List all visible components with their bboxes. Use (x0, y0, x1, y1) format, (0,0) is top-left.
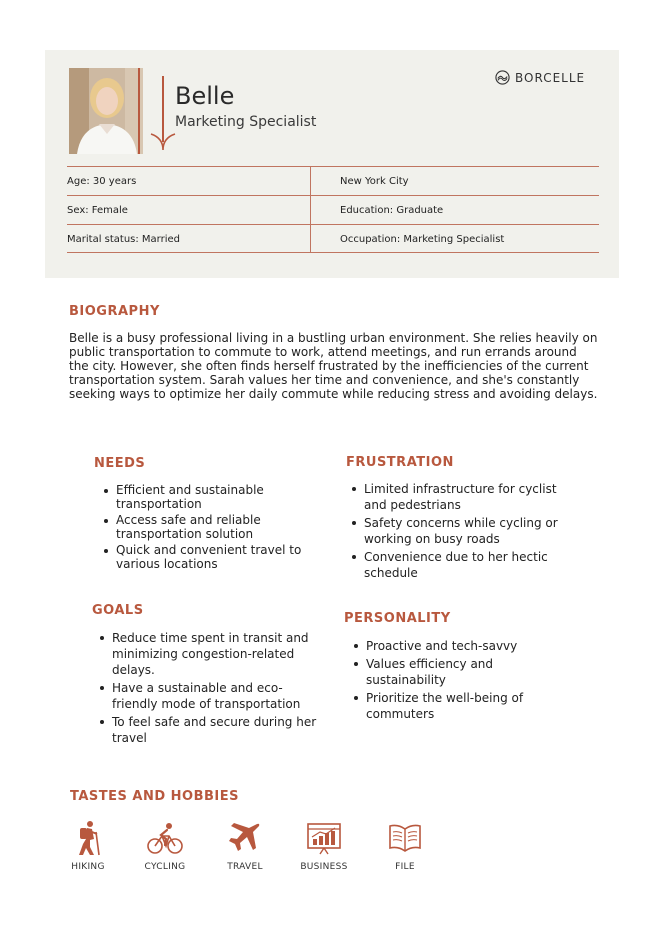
list-item: Safety concerns while cycling or working on busy roads (350, 515, 580, 547)
list-item: Quick and convenient travel to various locations (102, 543, 322, 571)
cycling-icon (147, 820, 183, 856)
hobby-cycling (130, 820, 200, 872)
info-row (67, 224, 599, 253)
profile-header-card (45, 50, 619, 278)
hobby-label: HIKING (71, 862, 105, 872)
hobby-travel (210, 820, 280, 872)
info-table-divider (310, 166, 311, 253)
list-item: Convenience due to her hectic schedule (350, 549, 580, 581)
brand-logo (495, 70, 585, 85)
info-occupation: Occupation: Marketing Specialist (340, 234, 505, 245)
list-item: To feel safe and secure during her travel (98, 714, 318, 746)
hobby-file (370, 820, 440, 872)
needs-list (102, 483, 322, 573)
list-item: Limited infrastructure for cyclist and pedestrians (350, 481, 580, 513)
hobbies-heading: TASTES AND HOBBIES (70, 789, 240, 804)
list-item: Proactive and tech-savvy (352, 638, 572, 654)
info-age: Age: 30 years (67, 176, 137, 187)
list-item: Efficient and sustainable transportation (102, 483, 322, 511)
brand-swirl-icon (495, 70, 510, 85)
open-book-icon (387, 820, 423, 856)
personality-heading: PERSONALITY (344, 611, 451, 626)
list-item: Prioritize the well-being of commuters (352, 690, 572, 722)
hobby-label: TRAVEL (227, 862, 263, 872)
hobby-business (289, 820, 359, 872)
biography-text: Belle is a busy professional living in a bustling urban environment. She relies heavily on public transportation to commute to work, attend meetings, and run errands around the city. However, she often finds herself frustrated by the inefficiencies of the current transportation system. Sarah values her time and convenience, and she's constantly seeking ways to optimize her daily commute while reducing stress and avoiding delays. (69, 331, 598, 401)
list-item: Reduce time spent in transit and minimizing congestion-related delays. (98, 630, 318, 678)
frustration-list (350, 481, 580, 583)
list-item: Have a sustainable and eco-friendly mode of transportation (98, 680, 318, 712)
info-marital-status: Marital status: Married (67, 234, 181, 245)
info-location: New York City (340, 176, 409, 187)
hobby-label: FILE (395, 862, 415, 872)
biography-heading: BIOGRAPHY (69, 304, 160, 319)
hobby-label: CYCLING (144, 862, 186, 872)
hobby-hiking (53, 820, 123, 872)
info-row (67, 166, 599, 195)
goals-list (98, 630, 318, 748)
profile-photo (69, 68, 143, 154)
needs-heading: NEEDS (94, 456, 146, 471)
personality-list (352, 638, 572, 724)
hiking-icon (70, 820, 106, 856)
goals-heading: GOALS (92, 603, 144, 618)
info-sex: Sex: Female (67, 205, 128, 216)
photo-frame-line (138, 68, 140, 154)
arrow-down-icon (149, 130, 177, 152)
airplane-icon (227, 820, 263, 856)
info-education: Education: Graduate (340, 205, 444, 216)
list-item: Access safe and reliable transportation solution (102, 513, 322, 541)
frustration-heading: FRUSTRATION (346, 455, 454, 470)
business-chart-icon (306, 820, 342, 856)
info-row (67, 195, 599, 224)
persona-info-table (67, 166, 599, 253)
hobby-label: BUSINESS (300, 862, 348, 872)
persona-name: Belle (175, 82, 235, 110)
brand-name: BORCELLE (515, 70, 586, 85)
persona-role: Marketing Specialist (175, 114, 317, 130)
list-item: Values efficiency and sustainability (352, 656, 572, 688)
